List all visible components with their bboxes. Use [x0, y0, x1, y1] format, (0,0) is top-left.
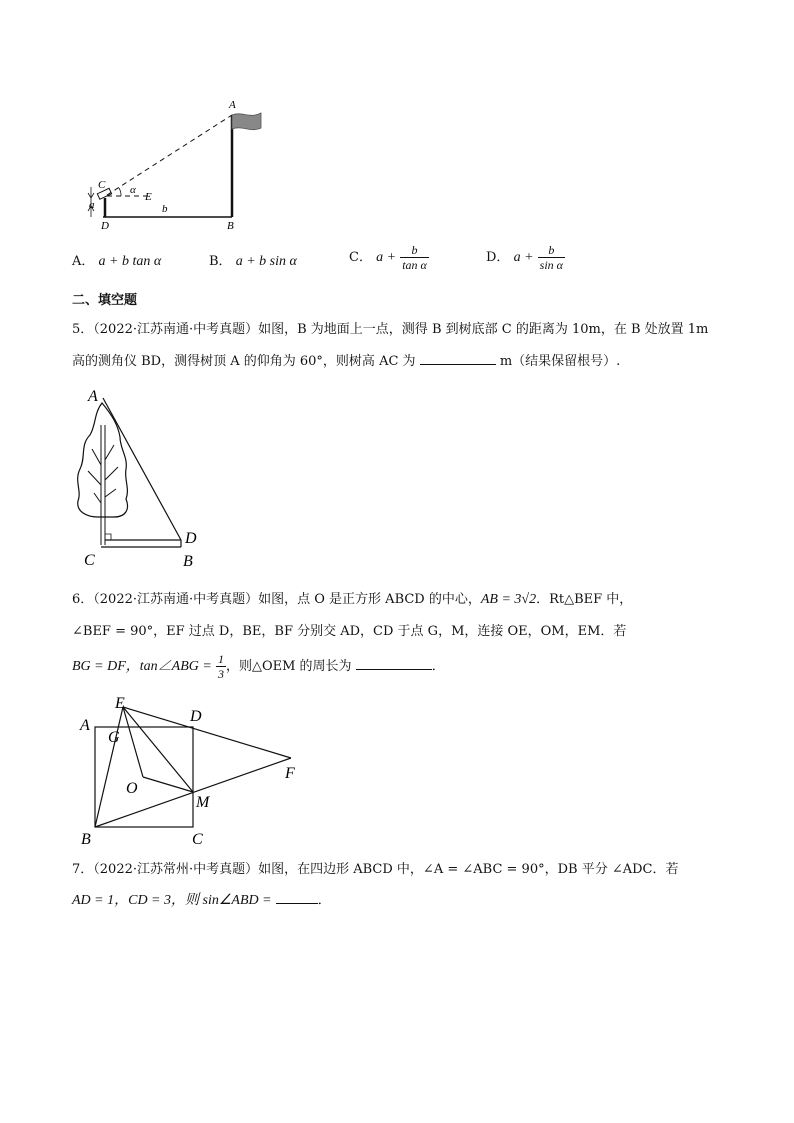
- q6-line1-tail: ．Rt△BEF 中，: [536, 592, 633, 607]
- label-O: O: [126, 780, 138, 797]
- line-BE: [95, 707, 123, 827]
- label-E: E: [145, 191, 152, 203]
- label-A: A: [88, 388, 98, 405]
- label-C: C: [192, 831, 203, 848]
- q6-ab-value: AB = 3√2: [480, 592, 537, 607]
- label-M: M: [196, 794, 210, 811]
- q4-figure: [85, 95, 275, 235]
- label-a: a: [89, 199, 95, 211]
- label-G: G: [108, 729, 120, 746]
- q5-line1: 5．（2022·江苏南通·中考真题）如图，B 为地面上一点，测得 B 到树底部 C 的距离为 10m，在 B 处放置 1m: [72, 322, 709, 337]
- q5-figure: [72, 385, 212, 570]
- sight-line-CA: [107, 115, 232, 195]
- q6-condition: BG = DF，tan∠ABG =: [72, 659, 212, 674]
- option-c-key: C．: [349, 250, 372, 265]
- label-C: C: [98, 179, 106, 191]
- label-D: D: [185, 530, 197, 547]
- q6-line2: ∠BEF = 90°，EF 过点 D，BE，BF 分别交 AD，CD 于点 G，M，连接 OE，OM，EM．若: [72, 624, 627, 639]
- q5-line2-text: 高的测角仪 BD，测得树顶 A 的仰角为 60°，则树高 AC 为: [72, 354, 416, 369]
- label-B: B: [183, 553, 193, 570]
- label-D: D: [101, 220, 109, 232]
- label-F: F: [285, 765, 295, 782]
- tree-crown: [78, 403, 128, 517]
- label-A: A: [80, 717, 90, 734]
- q6-line3: [72, 652, 445, 681]
- label-C: C: [84, 552, 95, 569]
- q5-line2-unit: m（结果保留根号）.: [499, 354, 621, 369]
- line-OM: [143, 777, 193, 792]
- q7-answer-blank[interactable]: [276, 891, 318, 904]
- option-b[interactable]: [209, 253, 297, 271]
- q7-line2: [72, 891, 331, 910]
- line-OE: [123, 707, 143, 777]
- option-d-fraction: $\frac{b}{\text{sin α}}$: [539, 243, 563, 272]
- q6-line1-text: 6．（2022·江苏南通·中考真题）如图，点 O 是正方形 ABCD 的中心，: [72, 592, 481, 607]
- option-b-text: a + b sin α: [235, 254, 297, 269]
- q6-line1: [72, 591, 632, 609]
- label-b: b: [162, 203, 168, 215]
- option-b-key: B．: [209, 254, 232, 269]
- option-a[interactable]: [72, 253, 161, 271]
- option-d-key: D．: [486, 250, 510, 265]
- flag-icon: [232, 113, 261, 130]
- option-d[interactable]: [486, 243, 565, 272]
- q5-line2: [72, 352, 620, 371]
- q7-period: ．: [317, 893, 331, 908]
- label-A: A: [229, 99, 236, 111]
- q7-condition: AD = 1，CD = 3，则 sin∠ABD =: [72, 893, 272, 908]
- option-c-prefix: a +: [376, 250, 397, 265]
- q6-answer-blank[interactable]: [356, 657, 432, 670]
- label-B: B: [81, 831, 91, 848]
- option-d-prefix: a +: [513, 250, 534, 265]
- q6-period: ．: [431, 659, 445, 674]
- q6-question: ，则△OEM 的周长为: [225, 659, 352, 674]
- line-AD: [103, 398, 181, 540]
- label-E: E: [115, 695, 125, 712]
- option-c[interactable]: [349, 243, 429, 272]
- q5-answer-blank[interactable]: [420, 352, 496, 365]
- line-EF: [123, 707, 291, 758]
- section-title: 二、填空题: [72, 293, 138, 308]
- label-alpha: α: [130, 184, 136, 196]
- option-c-fraction: $\frac{b}{\text{tan α}}$: [402, 243, 427, 272]
- q6-figure: [75, 692, 310, 852]
- option-a-key: A．: [72, 254, 95, 269]
- label-D: D: [190, 708, 202, 725]
- q7-line1: 7．（2022·江苏常州·中考真题）如图，在四边形 ABCD 中，∠A = ∠ABC = 90°，DB 平分 ∠ADC．若: [72, 862, 679, 877]
- q6-tan-fraction: $\frac{1}{3}$: [217, 652, 224, 681]
- label-B: B: [227, 220, 234, 232]
- option-a-text: a + b tan α: [98, 254, 162, 269]
